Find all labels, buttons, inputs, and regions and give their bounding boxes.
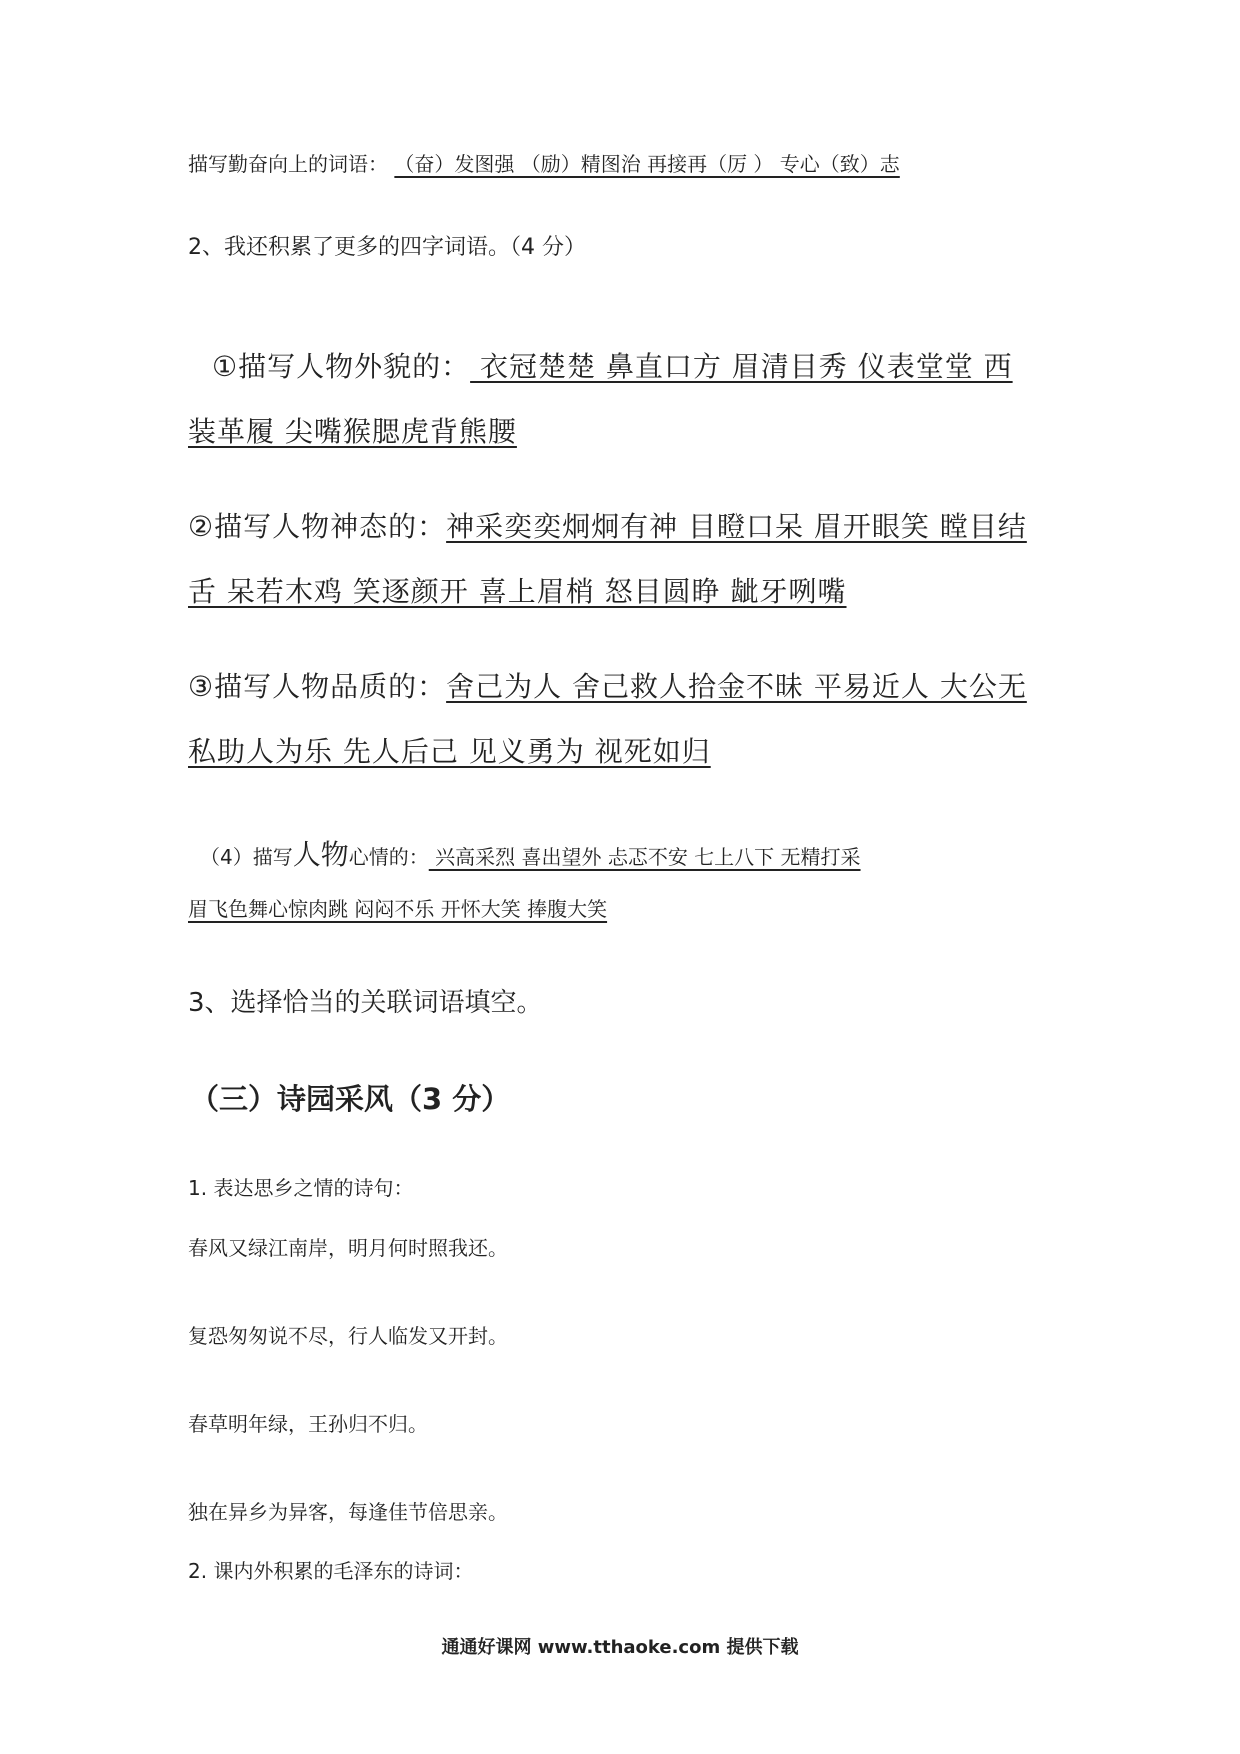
mood-label-a: （4）描写 bbox=[200, 845, 293, 869]
mood-label-b: 人物 bbox=[292, 838, 349, 871]
poem-line: 独在异乡为异客，每逢佳节倍思亲。 bbox=[188, 1500, 508, 1524]
question-3-title: 3、选择恰当的关联词语填空。 bbox=[188, 988, 543, 1018]
diligent-answer: （奋）发图强 （励）精图治 再接再（厉 ） 专心（致）志 bbox=[394, 152, 900, 176]
demeanor-answer-1: 神采奕奕炯炯有神 目瞪口呆 眉开眼笑 瞠目结 bbox=[446, 510, 1027, 543]
poem-question-2: 2. 课内外积累的毛泽东的诗词： bbox=[188, 1559, 474, 1583]
appearance-answer-2: 装革履 尖嘴猴腮虎背熊腰 bbox=[188, 415, 517, 448]
footer-credit: 通通好课网 www.tthaoke.com 提供下载 bbox=[441, 1637, 799, 1658]
mood-line-1 bbox=[200, 833, 861, 873]
character-answer-1: 舍己为人 舍己救人拾金不昧 平易近人 大公无 bbox=[446, 670, 1027, 703]
diligent-label: 描写勤奋向上的词语： bbox=[188, 152, 388, 176]
appearance-line-1 bbox=[212, 345, 1013, 385]
mood-answer-1: 兴高采烈 喜出望外 忐忑不安 七上八下 无精打采 bbox=[428, 845, 861, 869]
appearance-label: ①描写人物外貌的： bbox=[212, 350, 471, 383]
character-answer-2: 私助人为乐 先人后己 见义勇为 视死如归 bbox=[188, 735, 711, 768]
diligent-words-line bbox=[188, 148, 900, 177]
character-label: ③描写人物品质的： bbox=[188, 670, 447, 703]
poem-line: 春草明年绿，王孙归不归。 bbox=[188, 1412, 428, 1436]
mood-label-c: 心情的： bbox=[348, 845, 429, 869]
question-2-title: 2、我还积累了更多的四字词语。（4 分） bbox=[188, 235, 586, 260]
poem-line: 春风又绿江南岸，明月何时照我还。 bbox=[188, 1236, 508, 1260]
section-3-heading: （三）诗园采风（3 分） bbox=[190, 1082, 511, 1116]
poem-line: 复恐匆匆说不尽，行人临发又开封。 bbox=[188, 1324, 508, 1348]
demeanor-label: ②描写人物神态的： bbox=[188, 510, 447, 543]
appearance-answer-1: 衣冠楚楚 鼻直口方 眉清目秀 仪表堂堂 西 bbox=[470, 350, 1013, 383]
demeanor-answer-2: 舌 呆若木鸡 笑逐颜开 喜上眉梢 怒目圆睁 龇牙咧嘴 bbox=[188, 575, 847, 608]
demeanor-line-1 bbox=[188, 505, 1027, 545]
character-line-1 bbox=[188, 665, 1027, 705]
mood-answer-2: 眉飞色舞心惊肉跳 闷闷不乐 开怀大笑 捧腹大笑 bbox=[188, 897, 608, 921]
poem-question-1: 1. 表达思乡之情的诗句： bbox=[188, 1176, 414, 1200]
